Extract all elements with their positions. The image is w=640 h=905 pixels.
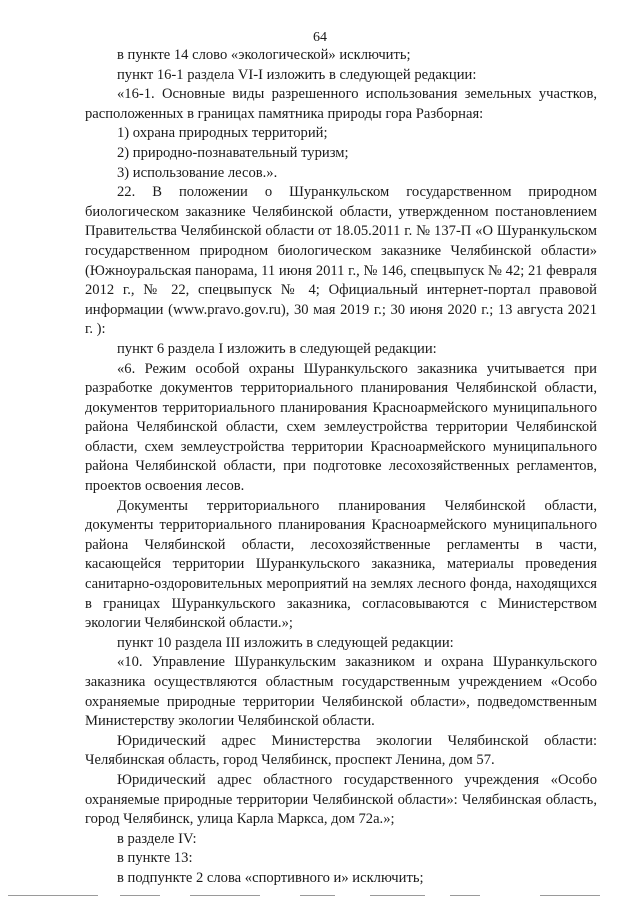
scan-edge-line (0, 893, 640, 899)
paragraph: «16-1. Основные виды разрешенного использования земельных участков, расположенных в границах памятника природы гора Разборная: (85, 86, 597, 122)
paragraph: пункт 10 раздела III изложить в следующей редакции: (117, 634, 454, 651)
paragraph: «10. Управление Шуранкульским заказником и охрана Шуранкульского заказника осуществляются областным государственным учреждением «Особо охраняемые природные территории Челябинской области», подведомственным Министерству экологии Челябинской области. (85, 654, 597, 730)
paragraph: в подпункте 2 слова «спортивного и» исключить; (117, 869, 424, 886)
paragraph: Документы территориального планирования Челябинской области, документы территориального планирования Красноармейского муниципального района Челябинской области, лесохозяйственные регламенты в части, касающейся территории Шуранкульского заказника, материалы проведения санитарно-оздоровительных мероприятий на землях лесного фонда, находящихся в границах Шуранкульского заказника, согласовываются с Министерством экологии Челябинской области.»; (85, 497, 597, 632)
paragraph: пункт 16-1 раздела VI-I изложить в следующей редакции: (117, 66, 477, 83)
paragraph: «6. Режим особой охраны Шуранкульского заказника учитывается при разработке документов территориального планирования Челябинской области, документов территориального планирования Красноармейского муниципального района Челябинской области, схем землеустройства территории Челябинской области, схем землеустройства территории Красноармейского муниципального района Челябинской области, при подготовке лесохозяйственных регламентов, проектов освоения лесов. (85, 360, 597, 495)
list-item: 3) использование лесов.». (117, 164, 278, 181)
paragraph: в пункте 13: (117, 850, 193, 867)
paragraph: 22. В положении о Шуранкульском государственном природном биологическом заказнике Челябинской области, утвержденном постановлением Правительства Челябинской области от 18.05.2011 г. № 137-П «О Шуранкульском государственном природном биологическом заказнике Челябинской области» (Южноуральская панорама, 11 июня 2011 г., № 146, спецвыпуск № 42; 21 февраля 2012 г., № 22, спецвыпуск № 4; Официальный интернет-портал правовой информации (www.pravo.gov.ru), 30 мая 2019 г.; 30 июня 2020 г.; 13 августа 2021 г. ): (85, 184, 597, 338)
paragraph: в пункте 14 слово «экологической» исключить; (117, 47, 411, 63)
paragraph: Юридический адрес Министерства экологии Челябинской области: Челябинская область, город Челябинск, проспект Ленина, дом 57. (85, 732, 597, 769)
page-number: 64 (313, 30, 327, 45)
paragraph: в разделе IV: (117, 830, 197, 847)
paragraph: Юридический адрес областного государственного учреждения «Особо охраняемые природные территории Челябинской области»: Челябинская область, город Челябинск, улица Карла Маркса, дом 72а.»; (85, 771, 597, 828)
document-body (85, 46, 597, 889)
list-item: 1) охрана природных территорий; (117, 125, 328, 142)
paragraph: пункт 6 раздела I изложить в следующей редакции: (117, 340, 437, 357)
list-item: 2) природно-познавательный туризм; (117, 144, 349, 161)
